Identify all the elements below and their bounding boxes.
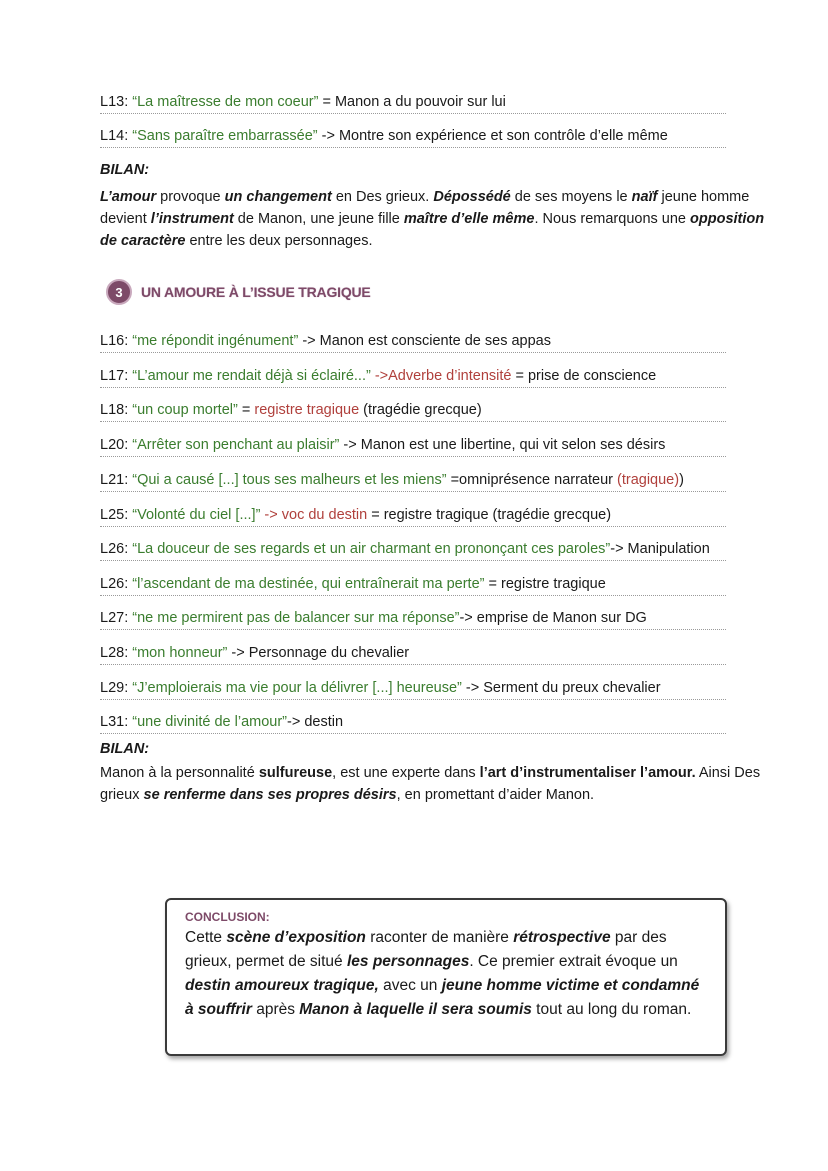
- line-ref: L29:: [100, 680, 133, 696]
- line-ref: L31:: [100, 714, 133, 730]
- line-ref: L26:: [100, 541, 133, 557]
- quote: “un coup mortel”: [132, 402, 238, 418]
- highlight: ->Adverbe d’intensité: [370, 368, 512, 384]
- comment: = registre tragique: [484, 576, 606, 592]
- line-l26-b: [100, 575, 726, 596]
- highlight: -> voc du destin: [260, 507, 368, 523]
- line-l27: [100, 609, 726, 630]
- comment: -> Manipulation: [610, 541, 710, 557]
- text: =: [237, 402, 255, 418]
- text: , est une experte dans: [332, 765, 480, 781]
- line-ref: L17:: [100, 368, 133, 384]
- line-l20: [100, 436, 726, 457]
- line-l14: [100, 127, 726, 148]
- line-l28: [100, 644, 726, 665]
- section-title: UN AMOURE À L’ISSUE TRAGIQUE: [141, 284, 371, 300]
- bold-text: naïf: [631, 189, 658, 205]
- text: Ainsi Des grieux: [100, 765, 761, 803]
- comment: -> Manon est une libertine, qui vit selon ses désirs: [339, 437, 666, 453]
- quote: “une divinité de l’amour”: [132, 714, 287, 730]
- text: . Ce premier extrait évoque un: [469, 953, 678, 970]
- comment: (tragédie grecque): [359, 402, 482, 418]
- text: , en promettant d’aider Manon.: [396, 787, 595, 803]
- text: provoque: [156, 189, 225, 205]
- text: raconter de manière: [365, 929, 514, 946]
- bold-text: Manon à laquelle il sera soumis: [299, 1001, 532, 1018]
- line-l13: [100, 93, 726, 114]
- bold-text: Dépossédé: [433, 189, 511, 205]
- quote: “L’amour me rendait déjà si éclairé...”: [132, 368, 371, 384]
- quote: “Sans paraître embarrassée”: [132, 128, 318, 144]
- line-l17: [100, 367, 726, 388]
- quote: “J’emploierais ma vie pour la délivrer [...] heureuse”: [132, 680, 462, 696]
- bold-text: rétrospective: [513, 929, 611, 946]
- line-ref: L13:: [100, 94, 133, 110]
- line-l25: [100, 506, 726, 527]
- quote: “l’ascendant de ma destinée, qui entraînerait ma perte”: [132, 576, 485, 592]
- line-l16: [100, 332, 726, 353]
- quote: “Arrêter son penchant au plaisir”: [132, 437, 340, 453]
- line-ref: L26:: [100, 576, 133, 592]
- bold-text: l’instrument: [150, 211, 234, 227]
- comment: -> destin: [287, 714, 344, 730]
- quote: “Volonté du ciel [...]”: [132, 507, 261, 523]
- bold-text: destin amoureux tragique,: [185, 977, 379, 994]
- text: ): [679, 472, 684, 488]
- line-ref: L16:: [100, 333, 133, 349]
- comment: = prise de conscience: [511, 368, 657, 384]
- text: par des grieux, permet de situé: [185, 929, 667, 970]
- conclusion-box: [165, 898, 727, 1056]
- quote: “mon honneur”: [132, 645, 228, 661]
- line-l18: [100, 401, 726, 422]
- quote: “La douceur de ses regards et un air charmant en prononçant ces paroles”: [132, 541, 611, 557]
- line-ref: L28:: [100, 645, 133, 661]
- line-ref: L18:: [100, 402, 133, 418]
- text: . Nous remarquons une: [534, 211, 691, 227]
- text: tout au long du roman.: [531, 1001, 692, 1018]
- comment: -> Serment du preux chevalier: [461, 680, 661, 696]
- highlight: (tragique): [617, 472, 680, 488]
- conclusion-title: CONCLUSION:: [185, 910, 270, 924]
- bilan-title-3: BILAN:: [100, 741, 150, 757]
- line-ref: L20:: [100, 437, 133, 453]
- bold-text: jeune homme victime et condamné à souffrir: [185, 977, 700, 1018]
- comment: -> Personnage du chevalier: [227, 645, 410, 661]
- bold-text: opposition de caractère: [100, 211, 765, 249]
- quote: “La maîtresse de mon coeur”: [132, 94, 319, 110]
- bilan-title-1: BILAN:: [100, 162, 150, 178]
- comment: -> Montre son expérience et son contrôle d’elle même: [317, 128, 668, 144]
- bold-text: l’art d’instrumentaliser l’amour.: [479, 765, 696, 781]
- section-heading-3: [106, 279, 371, 305]
- comment: -> Manon est consciente de ses appas: [298, 333, 551, 349]
- bold-text: L’amour: [100, 189, 157, 205]
- bold-text: les personnages: [346, 953, 470, 970]
- line-l31: [100, 713, 726, 734]
- text: de Manon, une jeune fille: [233, 211, 404, 227]
- text: jeune homme devient: [100, 189, 750, 227]
- text: entre les deux personnages.: [185, 233, 373, 249]
- text: en Des grieux.: [331, 189, 434, 205]
- quote: “ne me permirent pas de balancer sur ma réponse”: [132, 610, 460, 626]
- conclusion-text: [185, 926, 700, 1022]
- text: avec un: [378, 977, 442, 994]
- line-l26-a: [100, 540, 726, 561]
- bilan-paragraph-3: [100, 762, 775, 806]
- bold-text: maître d’elle même: [403, 211, 535, 227]
- text: Cette: [185, 929, 227, 946]
- comment: = registre tragique (tragédie grecque): [367, 507, 612, 523]
- bold-text: scène d’exposition: [226, 929, 366, 946]
- bold-text: se renferme dans ses propres désirs: [143, 787, 397, 803]
- line-ref: L27:: [100, 610, 133, 626]
- bilan-paragraph-1: [100, 186, 780, 252]
- line-ref: L25:: [100, 507, 133, 523]
- line-ref: L21:: [100, 472, 133, 488]
- bold-text: sulfureuse: [258, 765, 333, 781]
- text: après: [251, 1001, 300, 1018]
- comment: =omniprésence narrateur: [446, 472, 618, 488]
- line-l21: [100, 471, 726, 492]
- line-ref: L14:: [100, 128, 133, 144]
- comment: = Manon a du pouvoir sur lui: [318, 94, 506, 110]
- text: Manon à la personnalité: [100, 765, 259, 781]
- text: de ses moyens le: [510, 189, 632, 205]
- line-l29: [100, 679, 726, 700]
- comment: -> emprise de Manon sur DG: [459, 610, 647, 626]
- quote: “Qui a causé [...] tous ses malheurs et les miens”: [132, 472, 447, 488]
- highlight: registre tragique: [254, 402, 360, 418]
- quote: “me répondit ingénument”: [132, 333, 299, 349]
- section-number-badge: 3: [106, 279, 132, 305]
- bold-text: un changement: [224, 189, 332, 205]
